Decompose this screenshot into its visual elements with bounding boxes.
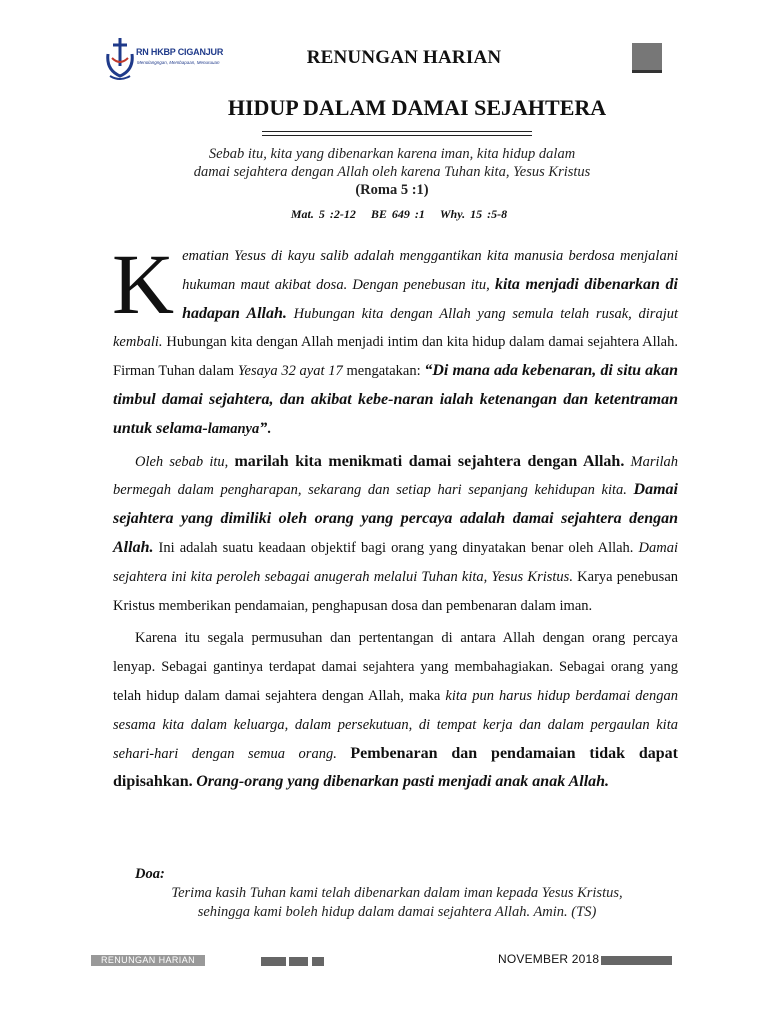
text-run: Pembenaran dan pendamaian tidak dapat dipisahkan. (113, 744, 679, 791)
text-run: Hubungan kita dengan Allah menjadi intim dan kita hidup dalam damai sejahtera Allah. Firman Tuhan dalam (113, 334, 678, 380)
text-run: Damai sejahtera yang dimiliki oleh orang yang percaya adalah damai sejahtera dengan Allah. (113, 481, 678, 556)
text-run: Yesaya 32 ayat 17 (237, 363, 343, 380)
text-run: Karya penebusan Kristus memberikan pendamaian, penghapusan dosa dan pembenaran dalam iman. (113, 568, 678, 614)
paragraph-3 (113, 624, 678, 797)
verse-text: Sebab itu, kita yang dibenarkan karena iman, kita hidup dalam damai sejahtera dengan Allah oleh karena Tuhan kita, Yesus Kristus (193, 146, 591, 180)
text-run: Hubungan kita dengan Allah yang semula telah rusak, dirajut kembali. (113, 305, 678, 351)
title-rule-bottom (262, 135, 532, 136)
text-run: lamanya (207, 420, 260, 437)
header-decorative-square (632, 43, 662, 73)
verse-reference: (Roma 5 :1) (355, 182, 429, 198)
text-run: mengatakan: (342, 363, 425, 380)
text-run: ” (259, 419, 268, 437)
text-run: Orang-orang yang dibenarkan pasti menjadi anak anak Allah. (196, 773, 610, 791)
text-run: marilah kita menikmati damai sejahtera dengan Allah. (234, 452, 625, 470)
reading-ref: Mat. 5 :2-12 (290, 207, 356, 221)
logo-subtitle: Menolangngan, Membapaan, Menuruuan (137, 60, 220, 65)
title-rule-top (262, 131, 532, 132)
prayer-line: Terima kasih Tuhan kami telah dibenarkan dalam iman kepada Yesus Kristus, (171, 885, 623, 901)
logo-text: RN HKBP CIGANJUR (136, 47, 224, 57)
footer-decorative-bar (312, 957, 324, 966)
text-run (337, 746, 351, 762)
text-run: Marilah bermegah dalam pengharapan, sekarang dan setiap hari sepanjang kehidupan kita. (113, 453, 679, 499)
page-title: HIDUP DALAM DAMAI SEJAHTERA (227, 95, 607, 120)
text-run: ematian Yesus di kayu salib adalah menggantikan kita manusia berdosa menjalani hukuman maut akibat dosa. Dengan penebusan itu, (182, 248, 678, 293)
reading-ref: Why. 15 :5-8 (439, 207, 508, 221)
text-run: Karena itu segala permusuhan dan pertentangan di antara Allah dengan orang percaya lenyap. Sebagai gantinya terdapat damai sejahtera yang membahagiakan. Sebagai orang yang telah hidup dalam damai sejahtera dengan Allah, maka (113, 630, 678, 704)
paragraph-1 (112, 236, 678, 444)
text-run: Oleh sebab itu (135, 453, 225, 470)
paragraph-2 (113, 448, 678, 621)
text-run: . (267, 420, 271, 437)
prayer-text (140, 884, 654, 922)
text-run: Damai sejahtera ini kita peroleh sebagai anugerah melalui Tuhan kita, Yesus Kristus. (113, 539, 678, 585)
drop-cap: K (112, 236, 175, 332)
prayer-label: Doa: (135, 866, 165, 882)
text-run: kita menjadi dibenarkan di hadapan Allah. (182, 275, 678, 322)
text-run: , (224, 453, 235, 470)
key-verse (190, 145, 594, 199)
footer-decorative-bar (601, 956, 672, 965)
reading-references (0, 207, 768, 222)
footer-decorative-bar (289, 957, 308, 966)
footer-date: NOVEMBER 2018 (498, 952, 600, 966)
footer-label: RENUNGAN HARIAN (91, 955, 205, 966)
text-run: “Di mana ada kebenaran, di situ akan timbul damai sejahtera, dan akibat kebe-naran ialah ketenangan dan ketentraman untuk selama- (113, 362, 678, 437)
reading-ref: BE 649 :1 (370, 207, 425, 221)
header-title: RENUNGAN HARIAN (306, 47, 502, 68)
text-run: kita pun harus hidup berdamai dengan sesama kita dalam keluarga, dalam persekutuan, di tempat kerja dan dalam pergaulan kita sehari-hari dengan semua orang. (113, 687, 678, 762)
prayer-line: sehingga kami boleh hidup dalam damai sejahtera Allah. Amin. (TS) (197, 904, 597, 920)
footer-decorative-bar (261, 957, 286, 966)
text-run: Ini adalah suatu keadaan objektif bagi orang yang dinyatakan benar oleh Allah. (153, 539, 639, 556)
devotional-body (112, 236, 679, 797)
